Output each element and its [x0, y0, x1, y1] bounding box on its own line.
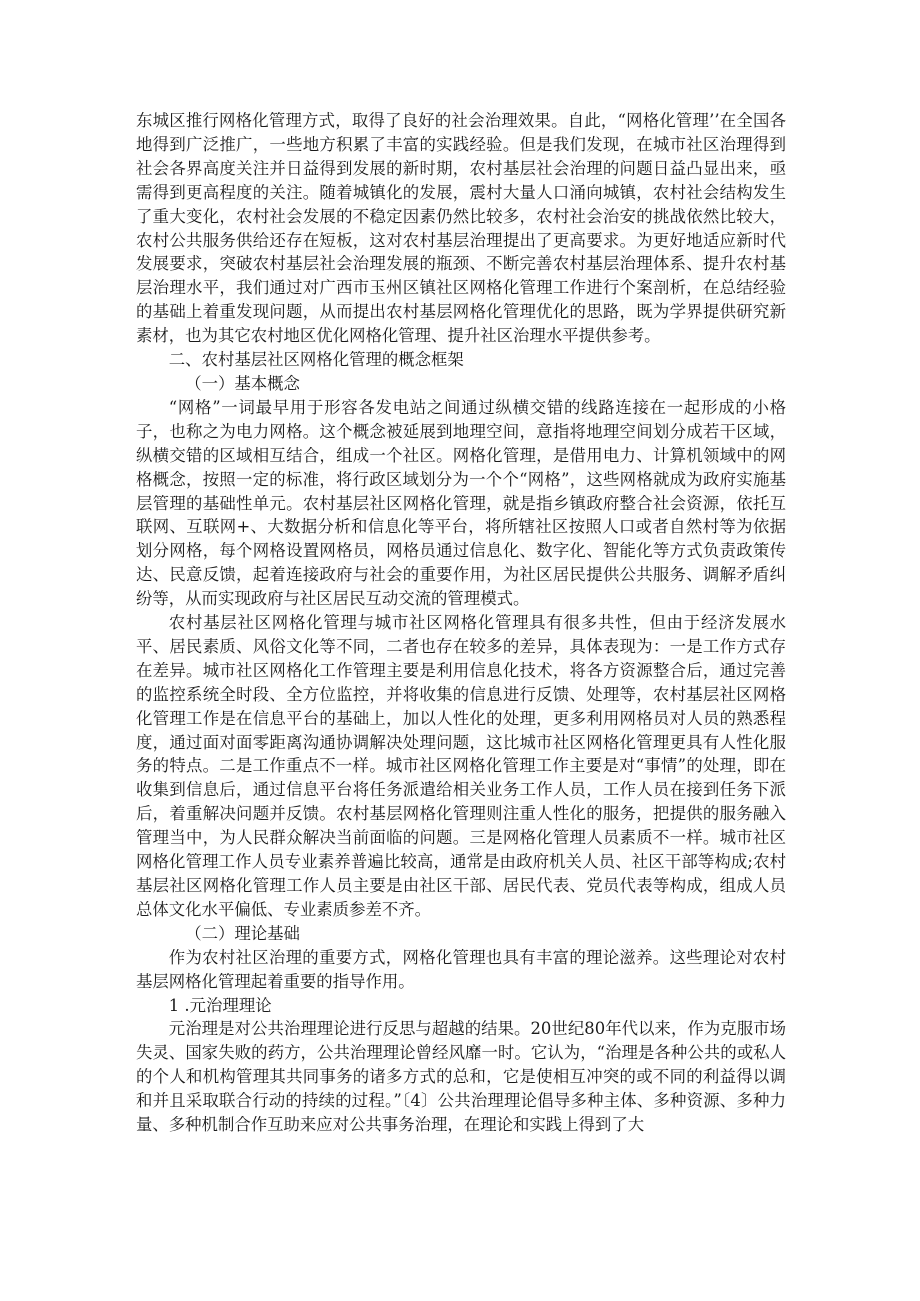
paragraph-rural-urban-comparison: 农村基层社区网格化管理与城市社区网格化管理具有很多共性，但由于经济发展水平、居民素质、风俗文化等不同，二者也存在较多的差异，具体表现为：一是工作方式存在差异。城市社区网格化工作管理主要是利用信息化技术，将各方资源整合后，通过完善的监控系统全时段、全方位监控，并将收集的信息进行反馈、处理等，农村基层社区网格化管理工作是在信息平台的基础上，加以人性化的处理，更多利用网格员对人员的熟悉程度，通过面对面零距离沟通协调解决处理问题，这比城市社区网格化管理更具有人性化服务的特点。二是工作重点不一样。城市社区网格化管理工作主要是对“事情”的处理，即在收集到信息后，通过信息平台将任务派遣给相关业务工作人员，工作人员在接到任务下派后，着重解决问题并反馈。农村基层网格化管理则注重人性化的服务，把提供的服务融入管理当中，为人民群众解决当前面临的问题。三是网格化管理人员素质不一样。城市社区网格化管理工作人员专业素养普遍比较高，通常是由政府机关人员、社区干部等构成;农村基层社区网格化管理工作人员主要是由社区干部、居民代表、党员代表等构成，组成人员总体文化水平偏低、专业素质参差不齐。 [136, 613, 786, 919]
paragraph-grid-definition: “网格”一词最早用于形容各发电站之间通过纵横交错的线路连接在一起形成的小格子，也称之为电力网格。这个概念被延展到地理空间，意指将地理空间划分成若干区域，纵横交错的区域相互结合，组成一个社区。网格化管理，是借用电力、计算机领域中的网格概念，按照一定的标准，将行政区域划分为一个个“网格”，这些网格就成为政府实施基层管理的基础性单元。农村基层社区网格化管理，就是指乡镇政府整合社会资源，依托互联网、互联网+、大数据分析和信息化等平台，将所辖社区按照人口或者自然村等为依据划分网格，每个网格设置网格员，网格员通过信息化、数字化、智能化等方式负责政策传达、民意反馈，起着连接政府与社会的重要作用，为社区居民提供公共服务、调解矛盾纠纷等，从而实现政府与社区居民互动交流的管理模式。 [136, 397, 786, 609]
paragraph-theory-intro: 作为农村社区治理的重要方式，网格化管理也具有丰富的理论滋养。这些理论对农村基层网格化管理起着重要的指导作用。 [136, 947, 786, 991]
subsection-heading-basic-concepts: （一）基本概念 [185, 373, 300, 393]
subsection-heading-theory-basis: （二）理论基础 [185, 923, 300, 943]
subheading-meta-governance: 1 .元治理理论 [168, 995, 272, 1015]
document-body [136, 109, 786, 1137]
paragraph-meta-governance: 元治理是对公共治理理论进行反思与超越的结果。20世纪80年代以来，作为克服市场失灵、国家失败的药方，公共治理理论曾经风靡一时。它认为，“治理是各种公共的或私人的个人和机构管理其共同事务的诸多方式的总和，它是使相互冲突的或不同的利益得以调和并且采取联合行动的持续的过程。”〔4〕公共治理理论倡导多种主体、多种资源、多种力量、多种机制合作互助来应对公共事务治理，在理论和实践上得到了大 [136, 1019, 786, 1135]
paragraph-intro-continued: 东城区推行网格化管理方式，取得了良好的社会治理效果。自此，“网格化管理’’在全国各地得到广泛推广，一些地方积累了丰富的实践经验。但是我们发现，在城市社区治理得到社会各界高度关注并日益得到发展的新时期，农村基层社会治理的问题日益凸显出来，亟需得到更高程度的关注。随着城镇化的发展，震村大量人口涌向城镇，农村社会结构发生了重大变化，农村社会发展的不稳定因素仍然比较多，农村社会治安的挑战依然比较大，农村公共服务供给还存在短板，这对农村基层治理提出了更高要求。为更好地适应新时代发展要求，突破农村基层社会治理发展的瓶颈、不断完善农村基层治理体系、提升农村基层治理水平，我们通过对广西市玉州区镇社区网格化管理工作进行个案剖析，在总结经验的基础上着重发现问题，从而提出农村基层网格化管理优化的思路，既为学界提供研究新素材，也为其它农村地区优化网格化管理、提升社区治理水平提供参考。 [136, 111, 786, 346]
section-heading-concept-framework: 二、农村基层社区网格化管理的概念框架 [168, 350, 464, 370]
